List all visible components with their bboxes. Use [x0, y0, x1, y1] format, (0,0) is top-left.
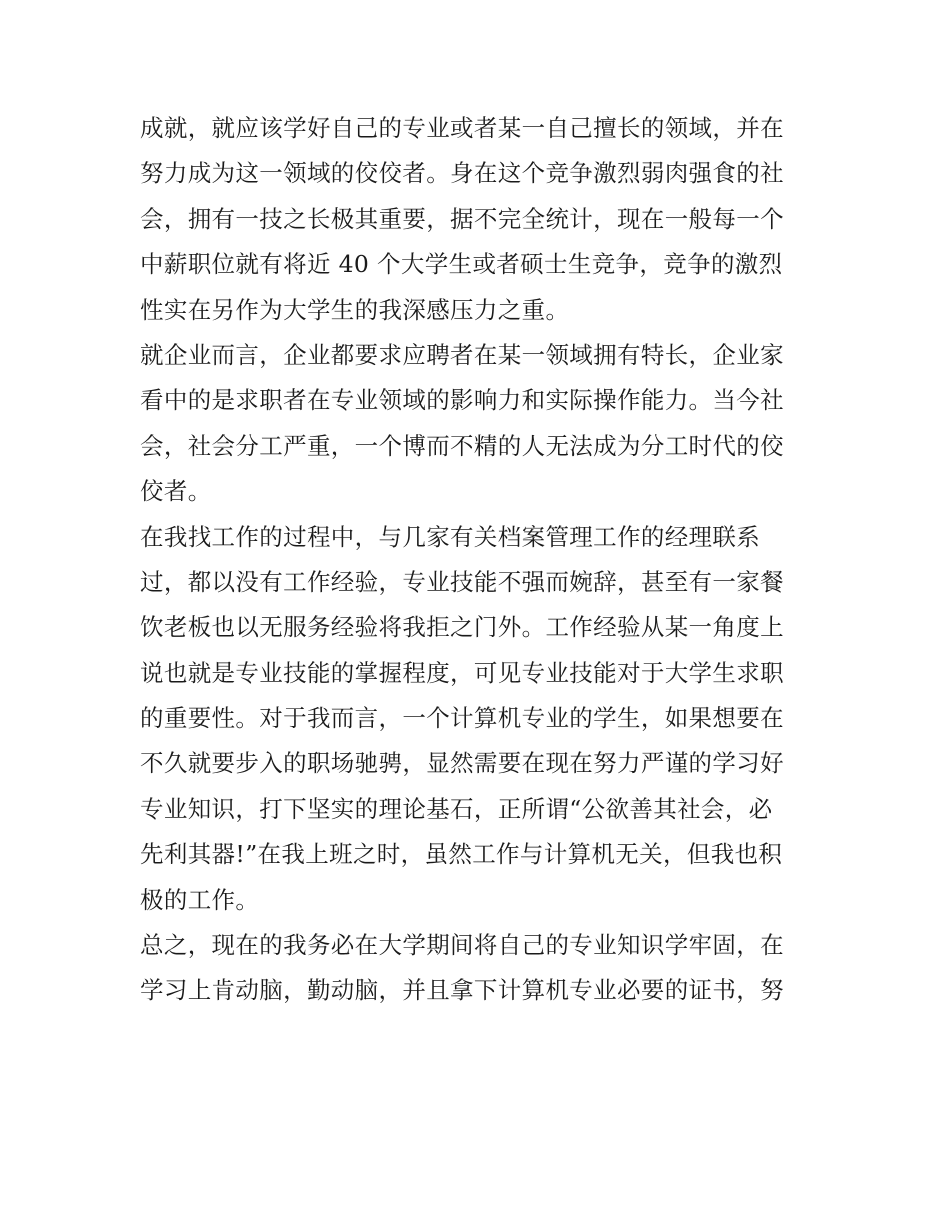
paragraph-4: [140, 923, 815, 1014]
text-line: 性实在另作为大学生的我深感压力之重。: [140, 295, 570, 324]
text-line: 饮老板也以无服务经验将我拒之门外。工作经验从某一角度上: [140, 613, 784, 642]
text-line: 佼者。: [140, 477, 212, 506]
text-line: 学习上肯动脑，勤动脑，并且拿下计算机专业必要的证书，努: [140, 976, 784, 1005]
text-line: 专业知识，打下坚实的理论基石，正所谓“公欲善其社会，必: [140, 794, 773, 823]
text-line: 先利其器!”在我上班之时，虽然工作与计算机无关，但我也积: [140, 840, 783, 869]
text-line: 过，都以没有工作经验，专业技能不强而婉辞，甚至有一家餐: [140, 567, 784, 596]
document-body: [140, 106, 815, 1014]
text-line: 就企业而言，企业都要求应聘者在某一领域拥有特长，企业家: [140, 340, 784, 369]
paragraph-2: [140, 333, 815, 515]
text-line: 总之，现在的我务必在大学期间将自己的专业知识学牢固，在: [140, 931, 784, 960]
paragraph-3: [140, 515, 815, 924]
paragraph-1: [140, 106, 815, 333]
text-line: 极的工作。: [140, 885, 260, 914]
text-line: 说也就是专业技能的掌握程度，可见专业技能对于大学生求职: [140, 658, 784, 687]
text-line: 的重要性。对于我而言，一个计算机专业的学生，如果想要在: [140, 704, 784, 733]
text-line: 会，拥有一技之长极其重要，据不完全统计，现在一般每一个: [140, 204, 784, 233]
text-line: 在我找工作的过程中，与几家有关档案管理工作的经理联系: [140, 522, 761, 551]
text-line: 会，社会分工严重，一个博而不精的人无法成为分工时代的佼: [140, 431, 784, 460]
text-line: 中薪职位就有将近 40 个大学生或者硕士生竞争，竞争的激烈: [140, 250, 783, 279]
text-line: 努力成为这一领域的佼佼者。身在这个竞争激烈弱肉强食的社: [140, 159, 784, 188]
text-line: 看中的是求职者在专业领域的影响力和实际操作能力。当今社: [140, 386, 784, 415]
text-line: 不久就要步入的职场驰骋，显然需要在现在努力严谨的学习好: [140, 749, 784, 778]
text-line: 成就，就应该学好自己的专业或者某一自己擅长的领域，并在: [140, 114, 784, 142]
